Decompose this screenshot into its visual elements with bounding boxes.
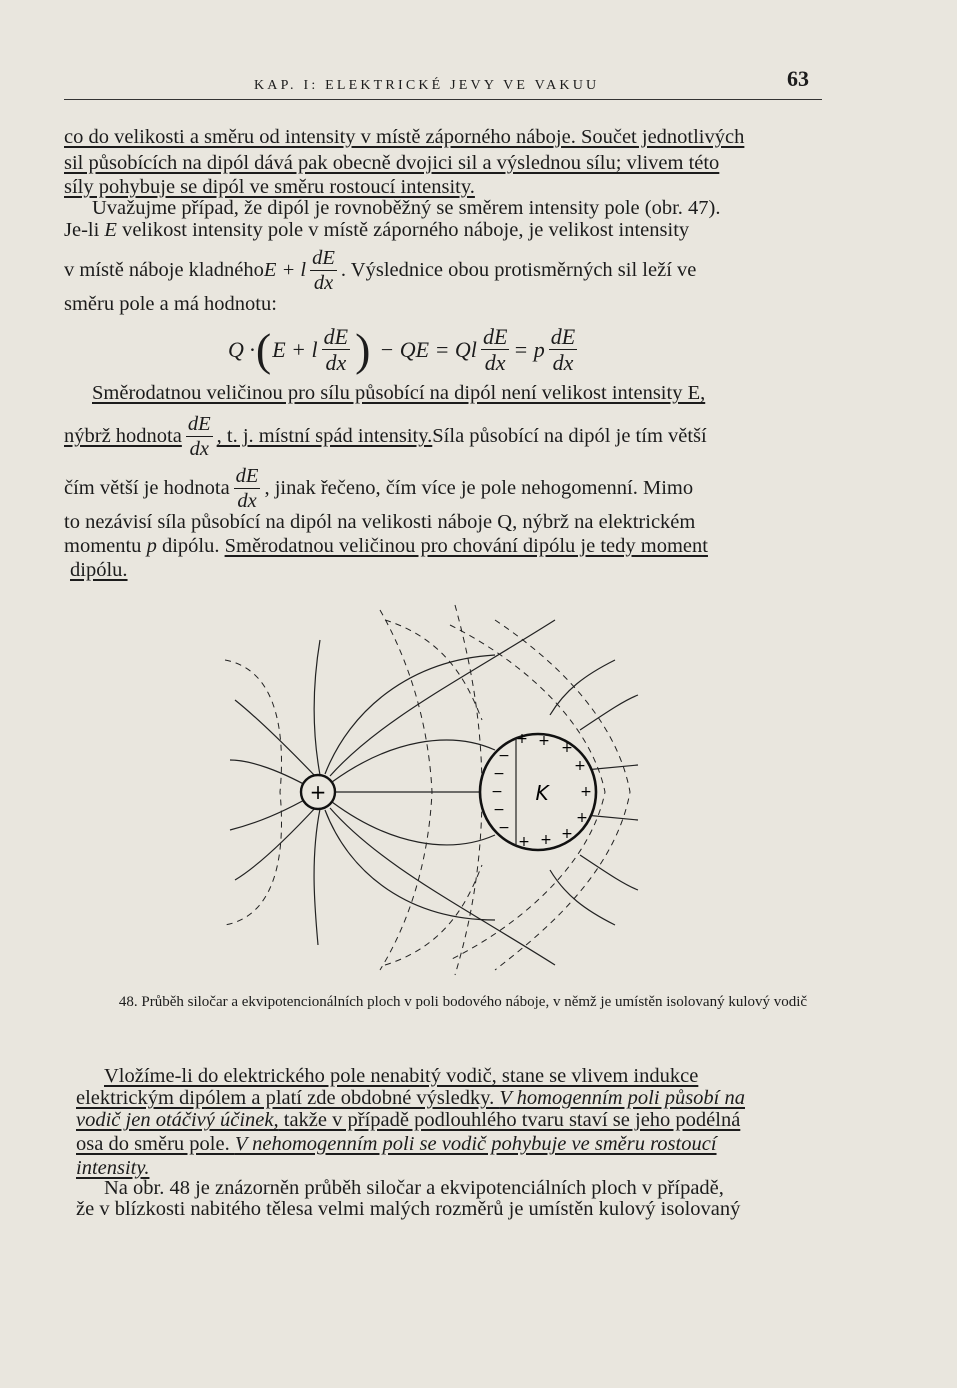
field-line: [325, 810, 495, 920]
induced-plus-charge: +: [561, 740, 573, 756]
p5-line-2: že v blízkosti nabitého tělesa velmi malých rozměrů je umístěn kulový isolovaný: [76, 1198, 741, 1220]
p1-line-2: sil působících na dipól dává pak obecně dvojici sil a výslednou sílu; vlivem této: [64, 152, 720, 174]
fraction-dE-dx-3: $\frac{dE}{dx}$: [235, 465, 259, 512]
p5-line-1: Na obr. 48 je znázorněn průběh siločar a ekvipotenciálních ploch v případě,: [104, 1177, 724, 1199]
induced-plus-charge: +: [574, 758, 586, 774]
p4-line-4-a: osa do směru pole.: [76, 1133, 235, 1155]
equipotential-line: [380, 610, 432, 970]
eq-paren-open: (: [255, 324, 272, 375]
induced-plus-charge: +: [538, 733, 550, 749]
eq-paren-close: ): [355, 324, 371, 375]
p1-line-1-text-b: Součet jednotlivých: [580, 126, 745, 148]
p4-line-3-a: vodič jen otáčivý účinek,: [76, 1109, 279, 1131]
eq-q: Q ·: [228, 337, 255, 362]
eq-fraction-3: $\frac{dE}{dx}$: [550, 324, 576, 375]
eq-mid: − QE = Ql: [379, 337, 477, 362]
induced-plus-charge: +: [540, 832, 552, 848]
equipotential-line: [385, 865, 482, 965]
field-line: [580, 695, 638, 730]
p2-line-4: směru pole a má hodnotu:: [64, 293, 277, 315]
field-line: [332, 740, 495, 782]
p3-line-2-a: nýbrž hodnota: [64, 425, 182, 448]
equipotential-line: [225, 660, 281, 925]
induced-plus-charge: +: [516, 731, 528, 747]
figure-48-field-lines: [220, 600, 640, 980]
induced-minus-charge: −: [498, 820, 510, 836]
eq-inner: E + l: [272, 337, 318, 362]
dipole-force-equation: [228, 326, 581, 374]
var-p: p: [146, 535, 157, 557]
eq-fraction-1: $\frac{dE}{dx}$: [323, 324, 349, 375]
field-line: [235, 700, 317, 778]
p4-line-4-b: V nehomogenním poli se vodič pohybuje ve směru rostoucí: [234, 1133, 717, 1155]
field-line: [585, 815, 638, 820]
equipotential-line: [385, 620, 482, 720]
induced-plus-charge: +: [561, 826, 573, 842]
field-line: [332, 802, 495, 845]
p2-line-2-a: Je-li: [64, 219, 105, 241]
p3-line-3-b: , jinak řečeno, čím více je pole nehogomenní. Mimo: [264, 477, 694, 500]
figure-caption: 48. Průběh siločar a ekvipotencionálních ploch v poli bodového náboje, v němž je umístěn isolovaný kulový vodič: [118, 994, 808, 1010]
p3-line-2: [64, 414, 707, 459]
fraction-dE-dx: $\frac{dE}{dx}$: [312, 247, 335, 294]
point-charge-label: +: [309, 780, 327, 804]
field-line: [314, 640, 320, 775]
field-line: [585, 765, 638, 770]
induced-minus-charge: −: [493, 766, 505, 782]
p3-line-5-c: Směrodatnou veličinou pro chování dipólu je tedy moment: [224, 535, 708, 557]
p4-line-5: intensity.: [76, 1157, 150, 1179]
induced-plus-charge: +: [576, 810, 588, 826]
field-line: [314, 809, 320, 945]
sphere-label-K: K: [535, 781, 549, 805]
p1-line-1: [64, 127, 744, 148]
p3-line-5-b: dipólu.: [156, 535, 225, 557]
fraction-dE-dx-2: $\frac{dE}{dx}$: [187, 413, 211, 460]
p4-line-1: Vložíme-li do elektrického pole nenabitý vodič, stane se vlivem indukce: [104, 1065, 699, 1087]
p3-line-1: Směrodatnou veličinou pro sílu působící na dipól není velikost intensity E,: [92, 382, 706, 404]
header-rule: [64, 99, 822, 100]
p3-line-6: dipólu.: [70, 559, 128, 581]
p2-line-2: [64, 220, 689, 241]
p1-line-3: síly pohybuje se dipól ve směru rostoucí intensity.: [64, 176, 475, 198]
eq-fraction-2: $\frac{dE}{dx}$: [482, 324, 508, 375]
p2-line-3: [64, 248, 696, 293]
p3-line-5-a: momentu: [64, 535, 147, 557]
induced-minus-charge: −: [498, 748, 510, 764]
p3-line-2-c: Síla působící na dipól je tím větší: [432, 425, 707, 448]
p3-line-5: [64, 536, 708, 557]
var-E: E: [104, 219, 117, 241]
p4-line-3: [76, 1110, 740, 1131]
induced-plus-charge: +: [518, 834, 530, 850]
induced-minus-charge: −: [493, 802, 505, 818]
p3-line-3: [64, 466, 693, 511]
induced-minus-charge: −: [491, 784, 503, 800]
eq-p: = p: [513, 337, 545, 362]
field-line: [235, 806, 317, 880]
running-header: KAP. I: ELEKTRICKÉ JEVY VE VAKUU: [254, 78, 600, 93]
p3-line-4: to nezávisí síla působící na dipól na velikosti náboje Q, nýbrž na elektrickém: [64, 511, 696, 533]
p3-line-2-b: , t. j. místní spád intensity.: [216, 425, 433, 448]
p2-line-3-b: . Výslednice obou protisměrných sil leží ve: [340, 259, 697, 282]
p2-line-2-b: velikost intensity pole v místě záporného náboje, je velikost intensity: [116, 219, 690, 241]
field-line: [580, 855, 638, 890]
induced-plus-charge: +: [580, 784, 592, 800]
expr-E-plus-l: E + l: [263, 259, 307, 282]
p4-line-2: [76, 1088, 745, 1109]
p4-line-4: [76, 1134, 717, 1155]
p2-line-1: Uvažujme případ, že dipól je rovnoběžný se směrem intensity pole (obr. 47).: [92, 197, 721, 219]
page-number: 63: [787, 66, 809, 91]
p3-line-3-a: čím větší je hodnota: [64, 477, 230, 500]
p2-line-3-a: v místě náboje kladného: [64, 259, 264, 282]
p1-line-1-text: co do velikosti a směru od intensity v místě záporného náboje.: [64, 126, 581, 148]
p4-line-3-b: takže v případě podlouhlého tvaru staví se jeho podélná: [278, 1109, 741, 1131]
p4-line-2-b: V homogenním poli působí na: [499, 1087, 745, 1109]
p4-line-2-a: elektrickým dipólem a platí zde obdobné výsledky.: [76, 1087, 500, 1109]
